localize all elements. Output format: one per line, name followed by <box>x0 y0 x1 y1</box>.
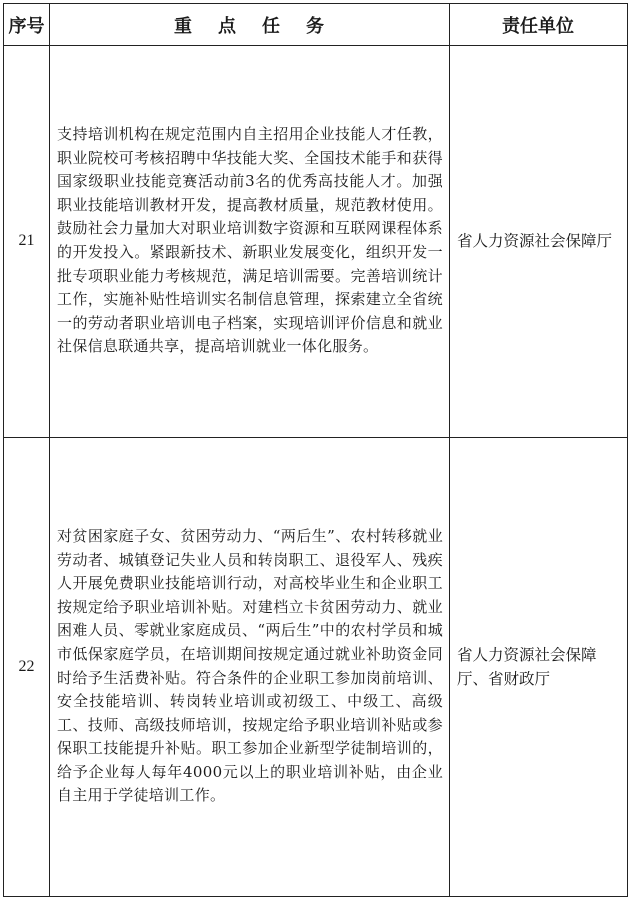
header-task: 重点任务 <box>174 15 350 37</box>
task-table <box>3 3 628 897</box>
task-text-content: 支持培训机构在规定范围内自主招用企业技能人才任教，职业院校可考核招聘中华技能大奖、全国技术能手和获得国家级职业技能竞赛活动前3名的优秀高技能人才。加强职业技能培训教材开发，提高教材质量，规范教材使用。鼓励社会力量加大对职业培训数字资源和互联网课程体系的开发投入。紧跟新技术、新职业发展变化，组织开发一批专项职业能力考核规范，满足培训需要。完善培训统计工作，实施补贴性培训实名制信息管理，探索建立全省统一的劳动者职业培训电子档案，实现培训评价信息和就业社保信息联通共享，提高培训就业一体化服务。 <box>57 125 443 356</box>
task-text-content: 对贫困家庭子女、贫困劳动力、“两后生”、农村转移就业劳动者、城镇登记失业人员和转岗职工、退役军人、残疾人开展免费职业技能培训行动，对高校毕业生和企业职工按规定给予职业培训补贴。对建档立卡贫困劳动力、就业困难人员、零就业家庭成员、“两后生”中的农村学员和城市低保家庭学员，在培训期间按规定通过就业补助资金同时给予生活费补贴。符合条件的企业职工参加岗前培训、安全技能培训、转岗转业培训或初级工、中级工、高级工、技师、高级技师培训，按规定给予职业培训补贴或参保职工技能提升补贴。职工参加企业新型学徒制培训的，给予企业每人每年4000元以上的职业培训补贴，由企业自主用于学徒培训工作。 <box>57 526 443 805</box>
responsible-unit <box>449 45 627 437</box>
task-text <box>49 45 449 437</box>
header-number: 序号 <box>8 15 45 37</box>
responsible-unit <box>449 437 627 896</box>
row-number: 21 <box>18 232 35 249</box>
task-text <box>49 437 449 896</box>
header-unit: 责任单位 <box>502 15 574 37</box>
responsible-unit-text: 省人力资源社会保障厅、省财政厅 <box>457 645 597 688</box>
responsible-unit-text: 省人力资源社会保障厅 <box>457 232 613 250</box>
row-number: 22 <box>18 657 35 675</box>
